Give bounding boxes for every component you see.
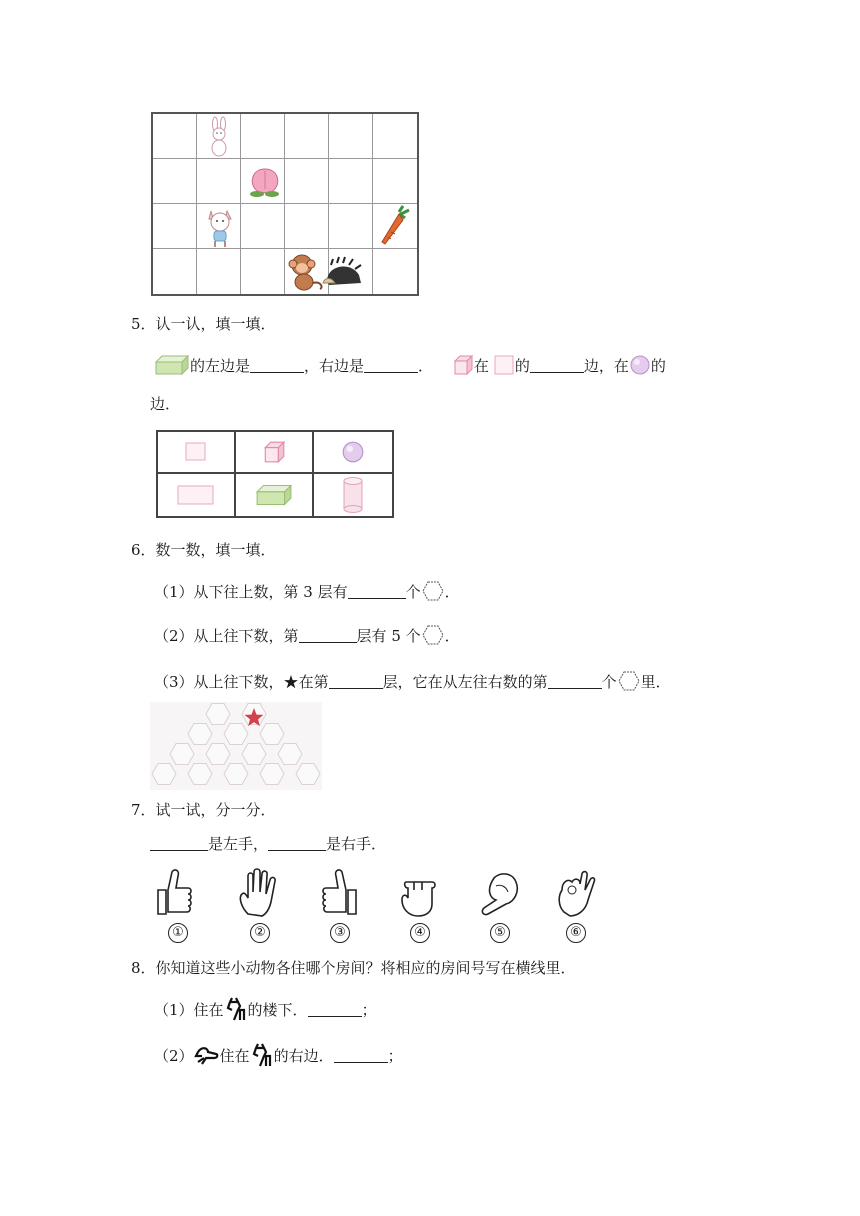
- square-shape-icon: [184, 441, 208, 463]
- green-cuboid-icon: [154, 354, 190, 376]
- q8-part2: [154, 1042, 403, 1068]
- q6-p3-text3: 层，它在从左往右数的第: [382, 673, 548, 691]
- q8-p2-text: （2）: [154, 1047, 194, 1065]
- deer-icon: [250, 1042, 274, 1068]
- q5-blank-right[interactable]: [364, 358, 418, 373]
- hand-number-4: ④: [410, 923, 430, 943]
- cylinder-shape-icon: [341, 476, 365, 514]
- star-symbol: ★: [283, 673, 299, 691]
- animal-room-grid: [151, 112, 419, 296]
- q6-p2-unit: 层有 5 个: [356, 627, 421, 645]
- q8-p2-blank[interactable]: [334, 1048, 388, 1063]
- q5-title: 5．认一认，填一填．: [131, 315, 276, 333]
- hand-1: [154, 868, 204, 948]
- hand-number-3: ③: [330, 923, 350, 943]
- q8-p2-end: ；: [387, 1047, 403, 1065]
- q8-p2-text2: 住在: [219, 1047, 250, 1065]
- hexagon-icon: [421, 624, 445, 646]
- q6-p3-blank-layer[interactable]: [329, 674, 383, 689]
- q6-part1: [154, 580, 460, 602]
- q5-blank-side[interactable]: [530, 358, 584, 373]
- hands-row: [150, 868, 600, 948]
- q6-title: 6．数一数，填一填．: [131, 541, 276, 559]
- q8-title: 8．你知道这些小动物各住哪个房间？将相应的房间号写在横线里．: [131, 959, 576, 977]
- q5-text-b: ，右边是: [304, 357, 365, 375]
- q6-p3-text2: 在第: [298, 673, 329, 691]
- q8-p1-text: （1）住在: [154, 1001, 224, 1019]
- hand-5: [476, 868, 526, 948]
- q6-p3-end: 里．: [640, 673, 671, 691]
- hand-number-1: ①: [168, 923, 188, 943]
- pink-square-icon: [493, 354, 515, 376]
- cuboid-shape-icon: [255, 483, 293, 507]
- carrot-icon: [377, 204, 411, 248]
- q6-p1-text: （1）从下往上数，第 3 层有: [154, 583, 348, 601]
- hand-number-6: ⑥: [566, 923, 586, 943]
- hexagon-icon: [421, 580, 445, 602]
- q6-part3: [154, 670, 671, 692]
- q6-part2: [154, 624, 460, 646]
- q6-p3-blank-position[interactable]: [548, 674, 602, 689]
- shapes-grid: [156, 430, 394, 518]
- open-palm-hand-icon: [236, 868, 282, 920]
- q7-blank-right[interactable]: [268, 836, 326, 851]
- q6-p2-text: （2）从上往下数，第: [154, 627, 299, 645]
- q7-line: [150, 834, 386, 854]
- q6-p2-end: ．: [444, 627, 460, 645]
- cat-icon: [203, 205, 237, 249]
- q7-left-text: 是左手，: [208, 835, 269, 853]
- q5-blank-left[interactable]: [250, 358, 304, 373]
- hand-6: [552, 868, 602, 948]
- lavender-sphere-icon: [629, 354, 651, 376]
- hand-4: [396, 868, 446, 948]
- pink-cube-icon: [452, 354, 474, 376]
- q8-p1-text2: 的楼下．: [247, 1001, 308, 1019]
- hand-2: [236, 868, 286, 948]
- q5-text-f: 边，在: [583, 357, 629, 375]
- q6-p1-blank[interactable]: [348, 584, 406, 599]
- q8-p2-text3: 的右边．: [273, 1047, 334, 1065]
- q6-p1-unit: 个: [405, 583, 421, 601]
- squirrel-icon: [194, 1044, 220, 1066]
- q7-right-text: 是右手．: [326, 835, 387, 853]
- q5-text-c: ．: [418, 357, 434, 375]
- q5-text-g: 的: [650, 357, 666, 375]
- q6-p1-end: ．: [444, 583, 460, 601]
- hexagon-pyramid-figure: [150, 702, 322, 790]
- thumbs-up-hand-icon: [154, 868, 198, 920]
- q6-p3-unit: 个: [601, 673, 617, 691]
- thumbs-up-hand-icon: [316, 868, 360, 920]
- q5-text-e: 的: [514, 357, 530, 375]
- q5-line1: [154, 354, 666, 376]
- q5-text-a: 的左边是: [190, 357, 251, 375]
- q6-p2-blank[interactable]: [299, 628, 357, 643]
- hexagon-icon: [617, 670, 641, 692]
- hedgehog-icon: [321, 255, 365, 291]
- peach-icon: [245, 163, 285, 199]
- q5-line2: 边．: [150, 395, 181, 413]
- fist-hand-icon: [396, 868, 442, 920]
- q8-p1-end: ；: [361, 1001, 377, 1019]
- hand-number-2: ②: [250, 923, 270, 943]
- q7-title: 7．试一试，分一分．: [131, 801, 276, 819]
- sphere-shape-icon: [341, 440, 365, 464]
- pointing-hand-icon: [476, 868, 522, 920]
- q8-p1-blank[interactable]: [308, 1002, 362, 1017]
- hand-number-5: ⑤: [490, 923, 510, 943]
- cube-shape-icon: [262, 440, 286, 464]
- rabbit-icon: [204, 116, 234, 158]
- q8-part1: [154, 996, 377, 1022]
- q6-p3-text: （3）从上往下数，: [154, 673, 284, 691]
- ok-gesture-hand-icon: [552, 868, 598, 920]
- deer-icon: [224, 996, 248, 1022]
- rectangle-shape-icon: [176, 483, 216, 507]
- hand-3: [316, 868, 366, 948]
- q7-blank-left[interactable]: [150, 836, 208, 851]
- q5-text-d: 在: [473, 357, 489, 375]
